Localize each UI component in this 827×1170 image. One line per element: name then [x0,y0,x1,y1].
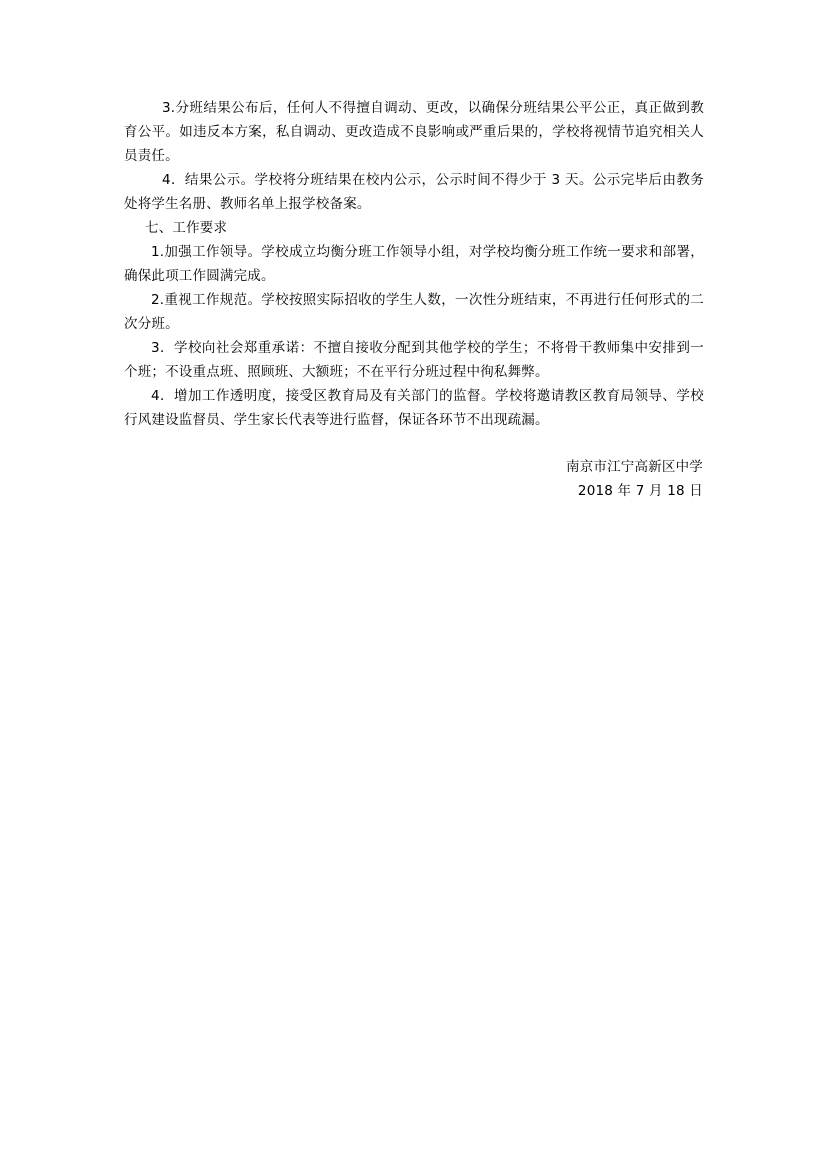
document-body [124,96,704,432]
paragraph-work-norms: 2.重视工作规范。学校按照实际招收的学生人数，一次性分班结束，不再进行任何形式的二次分班。 [124,292,704,332]
section-heading-work-requirements: 七、工作要求 [145,220,228,236]
paragraph-result-no-change: 3.分班结果公布后，任何人不得擅自调动、更改，以确保分班结果公平公正，真正做到教育公平。如违反本方案，私自调动、更改造成不良影响或严重后果的，学校将视情节追究相关人员责任。 [124,100,704,164]
paragraph-public-commitment: 3．学校向社会郑重承诺：不擅自接收分配到其他学校的学生；不将骨干教师集中安排到一个班；不设重点班、照顾班、大额班；不在平行分班过程中徇私舞弊。 [124,340,704,380]
signature-date: 2018 年 7 月 18 日 [577,483,703,499]
paragraph-result-publicity: 4．结果公示。学校将分班结果在校内公示，公示时间不得少于 3 天。公示完毕后由教务处将学生名册、教师名单上报学校备案。 [124,172,704,212]
paragraph-strengthen-leadership: 1.加强工作领导。学校成立均衡分班工作领导小组，对学校均衡分班工作统一要求和部署，确保此项工作圆满完成。 [124,244,704,284]
signature-block [566,455,703,503]
signature-organization: 南京市江宁高新区中学 [566,459,703,475]
paragraph-transparency: 4．增加工作透明度，接受区教育局及有关部门的监督。学校将邀请教区教育局领导、学校行风建设监督员、学生家长代表等进行监督，保证各环节不出现疏漏。 [124,388,704,428]
